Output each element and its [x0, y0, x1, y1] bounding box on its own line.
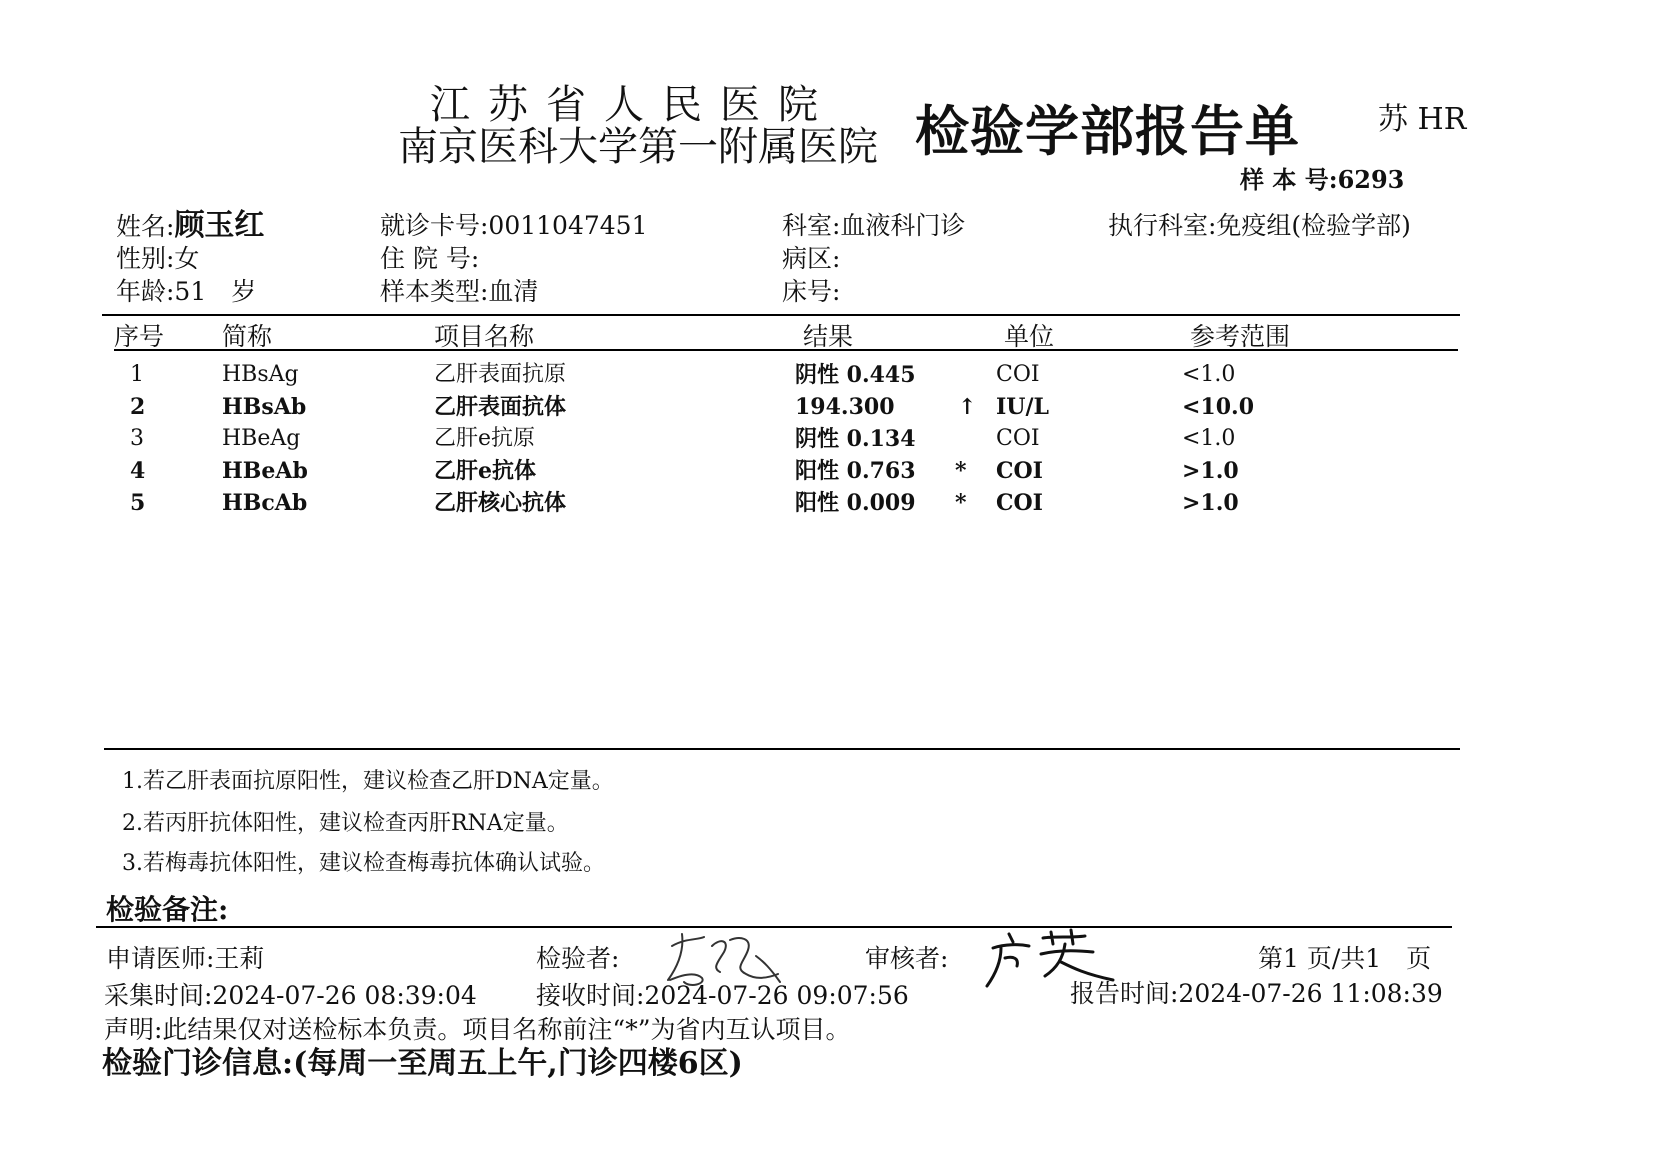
row-result: 阳性 0.009 [795, 490, 916, 516]
row-range: >1.0 [1182, 490, 1239, 516]
requesting-doctor: 申请医师:王莉 [106, 944, 265, 973]
bed: 床号: [782, 277, 841, 306]
department: 科室:血液科门诊 [782, 211, 966, 240]
row-item-name: 乙肝表面抗体 [434, 394, 567, 420]
sample-number: 样 本 号:6293 [1240, 165, 1405, 194]
row-abbr: HBcAb [222, 490, 308, 516]
row-flag: * [955, 490, 967, 516]
inpatient-number: 住 院 号: [380, 244, 480, 273]
report-code: 苏 HR [1378, 102, 1467, 137]
row-flag: * [955, 458, 967, 484]
row-abbr: HBeAg [222, 426, 301, 451]
page-indicator: 第1 页/共1 页 [1258, 944, 1432, 973]
row-range: <10.0 [1182, 394, 1255, 420]
receive-time: 接收时间:2024-07-26 09:07:56 [536, 981, 909, 1010]
col-header-no: 序号 [114, 322, 165, 351]
row-unit: COI [996, 490, 1043, 516]
patient-sex: 性别:女 [116, 244, 200, 273]
card-number: 就诊卡号:0011047451 [380, 211, 648, 240]
ward: 病区: [782, 244, 841, 273]
row-abbr: HBeAb [222, 458, 308, 484]
patient-name: 顾玉红 [174, 208, 265, 243]
remark-label: 检验备注: [106, 893, 229, 926]
row-no: 3 [130, 426, 144, 451]
report-time: 报告时间:2024-07-26 11:08:39 [1070, 979, 1443, 1008]
row-item-name: 乙肝e抗体 [434, 458, 536, 484]
row-item-name: 乙肝表面抗原 [434, 362, 567, 387]
note-1: 1.若乙肝表面抗原阳性，建议检查乙肝DNA定量。 [122, 769, 614, 794]
col-header-range: 参考范围 [1190, 322, 1291, 351]
sample-type: 样本类型:血清 [380, 277, 539, 306]
row-result: 阴性 0.134 [795, 426, 916, 452]
patient-age: 年龄:51 岁 [116, 277, 257, 306]
table-row [0, 359, 1653, 391]
row-no: 4 [130, 458, 146, 484]
table-top-rule [102, 314, 1460, 316]
row-range: >1.0 [1182, 458, 1239, 484]
row-flag: ↑ [958, 394, 977, 420]
row-item-name: 乙肝e抗原 [434, 426, 536, 451]
reviewer-label: 审核者: [865, 944, 949, 973]
row-abbr: HBsAg [222, 362, 299, 387]
collect-time: 采集时间:2024-07-26 08:39:04 [104, 981, 477, 1010]
row-result: 阴性 0.445 [795, 362, 916, 388]
exec-department: 执行科室:免疫组(检验学部) [1108, 211, 1411, 240]
row-no: 5 [130, 490, 146, 516]
row-result: 阳性 0.763 [795, 458, 916, 484]
row-unit: IU/L [996, 394, 1049, 420]
patient-name-label: 姓名: [116, 212, 175, 241]
statement: 声明:此结果仅对送检标本负责。项目名称前注“*”为省内互认项目。 [104, 1015, 851, 1044]
row-range: <1.0 [1182, 362, 1236, 387]
patient-name-field [116, 208, 265, 243]
col-header-unit: 单位 [1004, 322, 1055, 351]
table-row [0, 391, 1653, 423]
row-no: 2 [130, 394, 146, 420]
row-no: 1 [130, 362, 144, 387]
table-bottom-rule [104, 748, 1460, 750]
table-row [0, 487, 1653, 519]
clinic-info: 检验门诊信息:(每周一至周五上午,门诊四楼6区) [102, 1046, 743, 1081]
row-abbr: HBsAb [222, 394, 307, 420]
table-row [0, 455, 1653, 487]
row-result: 194.300 [795, 394, 895, 420]
col-header-item: 项目名称 [434, 322, 535, 351]
row-range: <1.0 [1182, 426, 1236, 451]
note-2: 2.若丙肝抗体阳性，建议检查丙肝RNA定量。 [122, 811, 569, 836]
report-title: 检验学部报告单 [915, 99, 1300, 163]
table-row [0, 423, 1653, 455]
row-item-name: 乙肝核心抗体 [434, 490, 567, 516]
col-header-result: 结果 [803, 322, 854, 351]
row-unit: COI [996, 458, 1043, 484]
note-3: 3.若梅毒抗体阳性，建议检查梅毒抗体确认试验。 [122, 851, 605, 876]
tester-label: 检验者: [536, 944, 620, 973]
row-unit: COI [996, 426, 1040, 451]
col-header-abbr: 简称 [222, 322, 273, 351]
row-unit: COI [996, 362, 1040, 387]
hospital-name-line1: 江苏省人民医院 [430, 82, 836, 128]
hospital-name-line2: 南京医科大学第一附属医院 [398, 124, 878, 170]
